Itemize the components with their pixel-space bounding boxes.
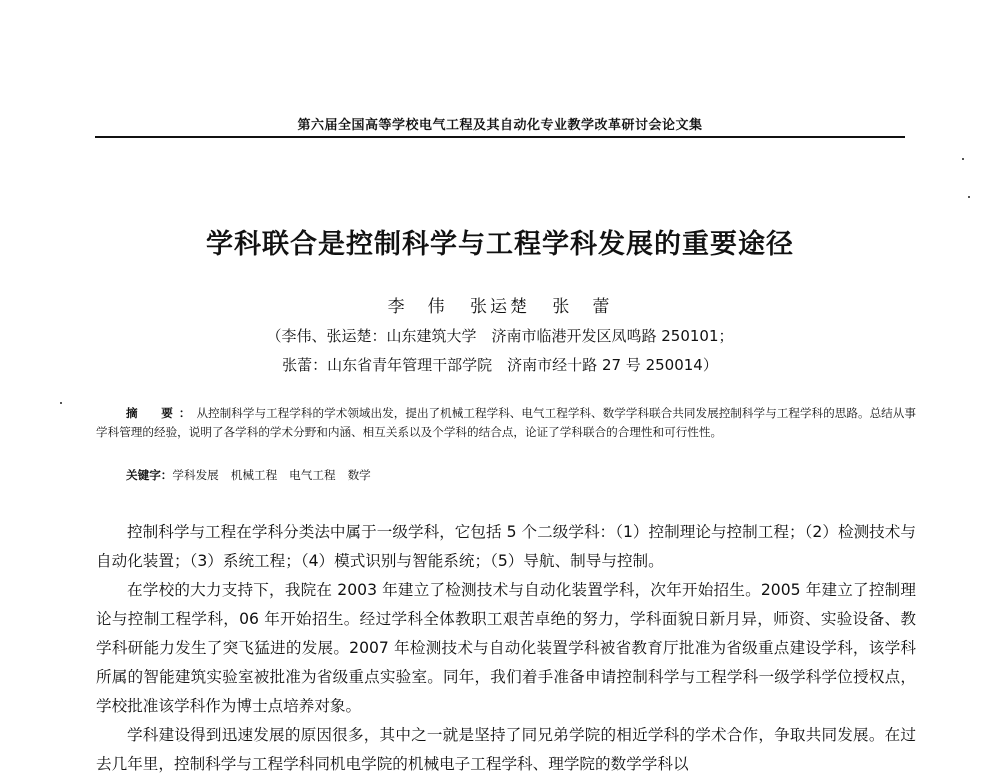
scan-speck: [962, 158, 964, 160]
abstract-text: 从控制科学与工程学科的学术领域出发，提出了机械工程学科、电气工程学科、数学学科联合共同发展控制科学与工程学科的思路。总结从事学科管理的经验，说明了各学科的学术分野和内涵、相互关系以及个学科的结合点，论证了学科联合的合理性和可行性性。: [96, 406, 916, 439]
keyword: 学科发展: [172, 468, 219, 482]
affiliation-line: 张蕾：山东省青年管理干部学院 济南市经十路 27 号 250014）: [282, 356, 718, 374]
keyword: 机械工程: [230, 468, 278, 482]
scan-speck: [968, 196, 970, 198]
affiliation-line: （李伟、张运楚：山东建筑大学 济南市临港开发区凤鸣路 250101；: [266, 327, 734, 345]
running-header: 第六届全国高等学校电气工程及其自动化专业教学改革研讨会论文集: [297, 118, 703, 133]
author-name: 张运楚: [470, 297, 530, 317]
author-name: 张 蕾: [552, 297, 613, 317]
keyword: 电气工程: [289, 468, 336, 482]
scan-speck: [60, 402, 62, 404]
abstract-label: 摘 要：: [126, 406, 197, 420]
body-paragraph: 控制科学与工程在学科分类法中属于一级学科，它包括 5 个二级学科：（1）控制理论与控制工程；（2）检测技术与自动化装置；（3）系统工程；（4）模式识别与智能系统；（5）导航、制导与控制。: [96, 523, 916, 570]
body-text: [96, 518, 916, 779]
paper-title: 学科联合是控制科学与工程学科发展的重要途径: [206, 229, 794, 260]
author-name: 李 伟: [387, 297, 448, 317]
body-paragraph: 在学校的大力支持下，我院在 2003 年建立了检测技术与自动化装置学科，次年开始招生。2005 年建立了控制理论与控制工程学科，06 年开始招生。经过学科全体教职工艰苦卓绝的努力，学科面貌日新月异，师资、实验设备、教学科研能力发生了突飞猛进的发展。2007 年检测技术与自动化装置学科被省教育厅批准为省级重点建设学科，该学科所属的智能建筑实验室被批准为省级重点实验室。同年，我们着手准备申请控制科学与工程学科一级学科学位授权点，学校批准该学科作为博士点培养对象。: [96, 581, 916, 715]
header-rule: [95, 136, 905, 138]
author-list: [95, 292, 905, 317]
body-paragraph: 学科建设得到迅速发展的原因很多，其中之一就是坚持了同兄弟学院的相近学科的学术合作，争取共同发展。在过去几年里，控制科学与工程学科同机电学院的机械电子工程学科、理学院的数学学科以: [96, 726, 916, 773]
keyword: 数学: [347, 468, 371, 482]
keywords-label: 关键字：: [126, 468, 173, 482]
abstract: [96, 404, 916, 442]
keywords: [126, 467, 916, 483]
